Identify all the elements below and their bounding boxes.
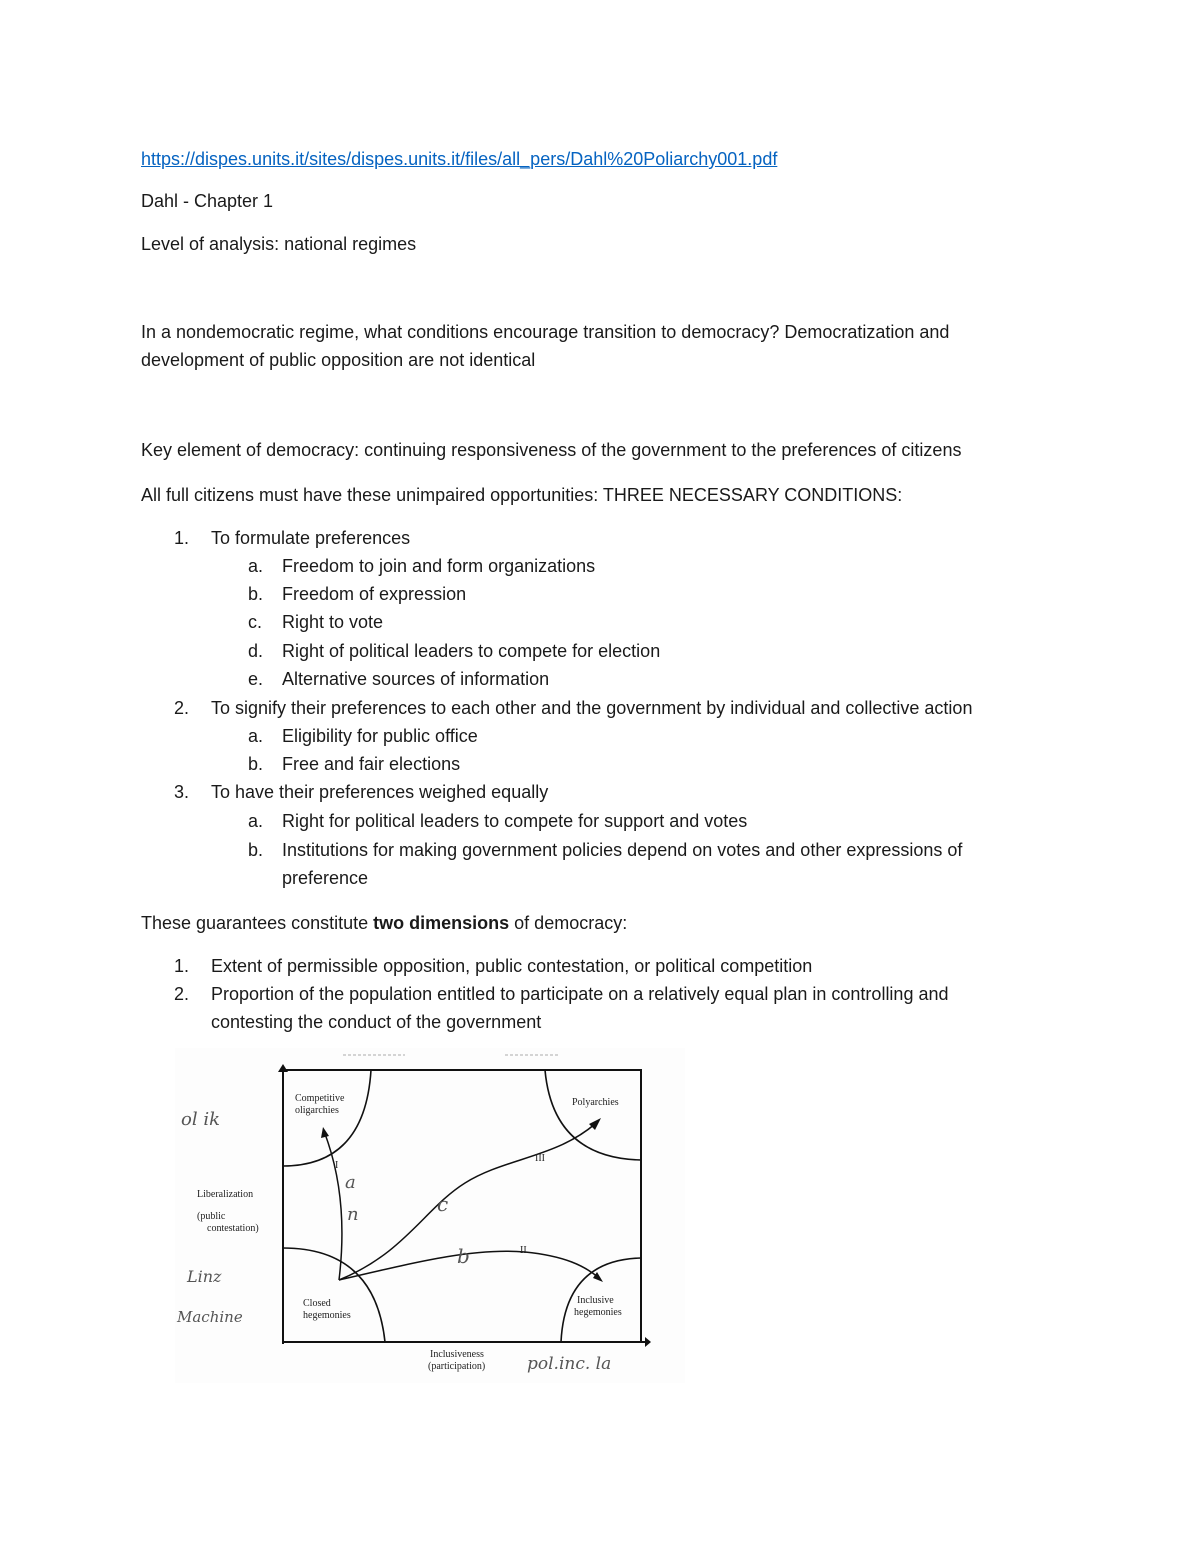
list-number: 1. bbox=[174, 528, 190, 548]
label-closed-hegemonies-2: hegemonies bbox=[303, 1310, 351, 1321]
label-competitive-oligarchies-2: oligarchies bbox=[295, 1105, 339, 1116]
list-number: 1. bbox=[174, 956, 190, 976]
dimensions-intro bbox=[141, 909, 627, 937]
list-number: 2. bbox=[174, 698, 190, 718]
handwritten-top-left-note: ol ik bbox=[181, 1109, 220, 1130]
sub-item: Free and fair elections bbox=[282, 754, 461, 774]
handwritten-letter-c: c bbox=[437, 1192, 449, 1216]
handwritten-bottom-note: pol.inc. la bbox=[527, 1354, 612, 1374]
condition-item: To formulate preferences bbox=[211, 528, 411, 548]
sub-item-continuation: preference bbox=[282, 868, 369, 888]
path-one-label: I bbox=[335, 1160, 339, 1171]
intro-paragraph-line-2: development of public opposition are not identical bbox=[141, 350, 536, 370]
handwritten-letter-n: n bbox=[347, 1204, 359, 1225]
sub-item-letter: b. bbox=[248, 840, 264, 860]
sub-item: Right for political leaders to compete for support and votes bbox=[282, 811, 748, 831]
sub-item: Freedom of expression bbox=[282, 584, 467, 604]
label-closed-hegemonies-1: Closed bbox=[303, 1298, 331, 1309]
y-axis-label-3: contestation) bbox=[207, 1223, 259, 1234]
dimensions-prefix: These guarantees constitute bbox=[141, 913, 374, 933]
handwritten-left-note-1: Linz bbox=[187, 1267, 222, 1286]
sub-item-letter: a. bbox=[248, 556, 264, 576]
dimensions-bold: two dimensions bbox=[373, 913, 510, 933]
condition-item: To signify their preferences to each other and the government by individual and collective action bbox=[211, 698, 973, 718]
sub-item-letter: a. bbox=[248, 811, 264, 831]
list-number: 3. bbox=[174, 782, 190, 802]
label-inclusive-hegemonies-1: Inclusive bbox=[577, 1295, 614, 1306]
sub-item-letter: c. bbox=[248, 612, 263, 632]
dimensions-suffix: of democracy: bbox=[509, 913, 628, 933]
handwritten-letter-b: b bbox=[457, 1244, 470, 1268]
sub-item: Institutions for making government policies depend on votes and other expressions of bbox=[282, 840, 963, 860]
x-axis-label-1: Inclusiveness bbox=[430, 1349, 484, 1360]
sub-item-letter: d. bbox=[248, 641, 264, 661]
condition-item: To have their preferences weighed equally bbox=[211, 782, 549, 802]
sub-item: Freedom to join and form organizations bbox=[282, 556, 596, 576]
conditions-intro: All full citizens must have these unimpaired opportunities: THREE NECESSARY CONDITIONS: bbox=[141, 485, 903, 505]
path-two-label: II bbox=[520, 1245, 527, 1256]
list-number: 2. bbox=[174, 984, 190, 1004]
handwritten-left-note-2: Machine bbox=[177, 1308, 243, 1326]
sub-item-letter: a. bbox=[248, 726, 264, 746]
dimension-item: Proportion of the population entitled to participate on a relatively equal plan in controlling and bbox=[211, 984, 949, 1004]
dimension-item: Extent of permissible opposition, public contestation, or political competition bbox=[211, 956, 813, 976]
sub-item: Right to vote bbox=[282, 612, 384, 632]
sub-item: Alternative sources of information bbox=[282, 669, 550, 689]
label-polyarchies: Polyarchies bbox=[572, 1097, 619, 1108]
x-axis-label-2: (participation) bbox=[428, 1361, 486, 1372]
sub-item: Right of political leaders to compete for election bbox=[282, 641, 661, 661]
handwritten-letter-a: a bbox=[345, 1172, 356, 1193]
diagram-svg bbox=[175, 1048, 685, 1383]
source-pdf-link[interactable]: https://dispes.units.it/sites/dispes.units.it/files/all_pers/Dahl%20Poliarchy001.pdf bbox=[141, 149, 778, 169]
key-element-paragraph: Key element of democracy: continuing responsiveness of the government to the preferences of citizens bbox=[141, 440, 962, 460]
sub-item-letter: b. bbox=[248, 754, 264, 774]
dahl-regimes-diagram bbox=[175, 1048, 685, 1383]
sub-item-letter: e. bbox=[248, 669, 264, 689]
intro-paragraph-line-1: In a nondemocratic regime, what conditions encourage transition to democracy? Democratization and bbox=[141, 322, 950, 342]
sub-item-letter: b. bbox=[248, 584, 264, 604]
document-heading: Dahl - Chapter 1 bbox=[141, 191, 274, 211]
dimension-item-continuation: contesting the conduct of the government bbox=[211, 1012, 542, 1032]
path-three-label: III bbox=[535, 1153, 545, 1164]
level-of-analysis: Level of analysis: national regimes bbox=[141, 234, 417, 254]
sub-item: Eligibility for public office bbox=[282, 726, 478, 746]
y-axis-label-1: Liberalization bbox=[197, 1189, 254, 1200]
y-axis-label-2: (public bbox=[197, 1211, 226, 1222]
label-competitive-oligarchies-1: Competitive bbox=[295, 1093, 345, 1104]
label-inclusive-hegemonies-2: hegemonies bbox=[574, 1307, 622, 1318]
